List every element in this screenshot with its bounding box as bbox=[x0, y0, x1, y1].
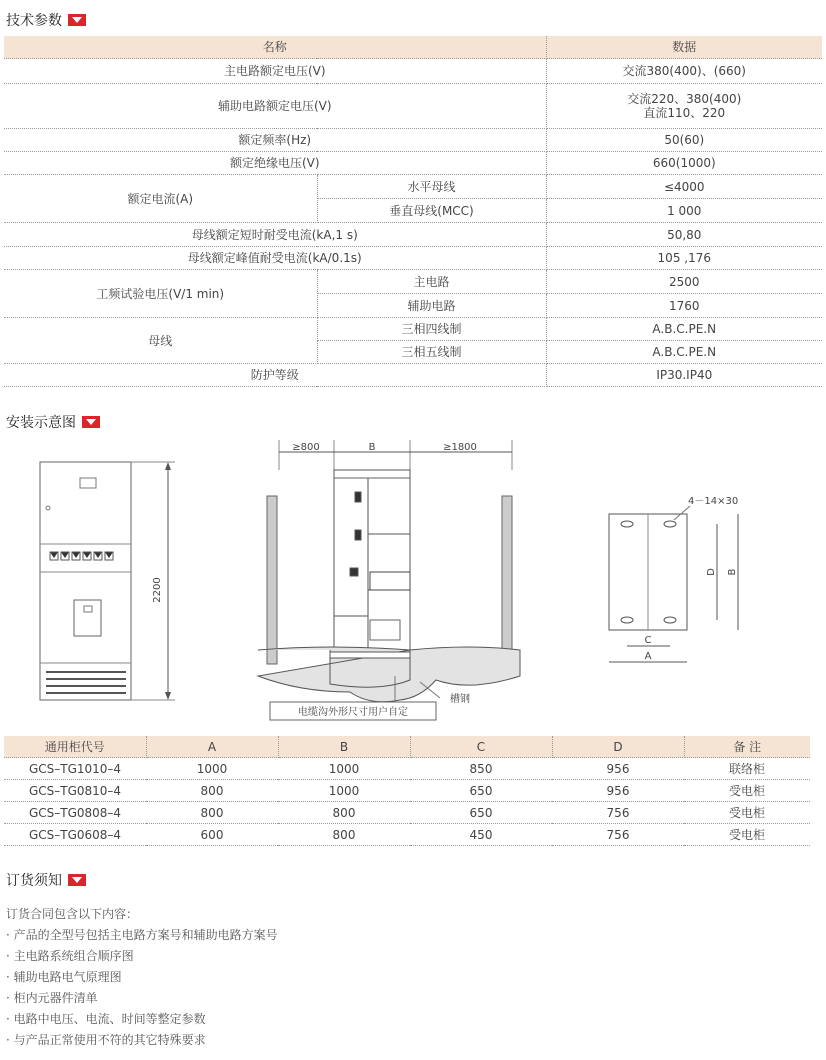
table-cell: 800 bbox=[146, 802, 278, 824]
install-section-title bbox=[6, 412, 100, 432]
table-row bbox=[4, 59, 822, 84]
dropdown-triangle-icon[interactable] bbox=[82, 416, 100, 428]
tech-section-title bbox=[6, 10, 86, 30]
value-line: 直流110、220 bbox=[643, 106, 726, 120]
table-cell: 800 bbox=[146, 780, 278, 802]
table-row bbox=[4, 129, 822, 152]
row-subname: 垂直母线(MCC) bbox=[317, 199, 546, 223]
dim-b-label: B bbox=[727, 568, 738, 576]
table-cell: 受电柜 bbox=[684, 780, 810, 802]
table-cell: GCS–TG0808–4 bbox=[4, 802, 146, 824]
cabinet-front-view bbox=[40, 462, 175, 700]
header-name: 名称 bbox=[4, 36, 546, 59]
row-value: 交流380(400)、(660) bbox=[546, 59, 822, 84]
row-name: 额定绝缘电压(V) bbox=[4, 152, 546, 175]
list-item: · 电路中电压、电流、时间等整定参数 bbox=[6, 1012, 206, 1026]
row-value: 2500 bbox=[546, 270, 822, 294]
row-name: 工频试验电压(V/1 min) bbox=[4, 270, 317, 318]
table-cell: 1000 bbox=[278, 780, 410, 802]
table-row bbox=[4, 84, 822, 129]
table-row bbox=[4, 780, 810, 802]
row-name: 额定频率(Hz) bbox=[4, 129, 546, 152]
height-label: 2200 bbox=[152, 577, 163, 603]
spec-table bbox=[4, 36, 822, 387]
row-subname: 水平母线 bbox=[317, 175, 546, 199]
row-value: A.B.C.PE.N bbox=[546, 341, 822, 364]
table-row bbox=[4, 824, 810, 846]
table-cell: 756 bbox=[552, 824, 684, 846]
row-subname: 三相四线制 bbox=[317, 318, 546, 341]
row-value: 660(1000) bbox=[546, 152, 822, 175]
table-cell: 受电柜 bbox=[684, 824, 810, 846]
table-row bbox=[4, 318, 822, 341]
dropdown-triangle-icon[interactable] bbox=[68, 14, 86, 26]
right-gap-label: ≥1800 bbox=[443, 442, 477, 453]
row-subname: 三相五线制 bbox=[317, 341, 546, 364]
table-cell: 1000 bbox=[146, 758, 278, 780]
table-cell: GCS–TG0608–4 bbox=[4, 824, 146, 846]
table-cell: GCS–TG1010–4 bbox=[4, 758, 146, 780]
row-value: 50(60) bbox=[546, 129, 822, 152]
row-name: 母线 bbox=[4, 318, 317, 364]
table-cell: 956 bbox=[552, 780, 684, 802]
table-cell: 1000 bbox=[278, 758, 410, 780]
table-cell: 756 bbox=[552, 802, 684, 824]
table-row bbox=[4, 270, 822, 294]
table-row bbox=[4, 364, 822, 387]
dim-c-label: C bbox=[644, 635, 652, 646]
table-cell: 850 bbox=[410, 758, 552, 780]
row-value: 50,80 bbox=[546, 223, 822, 247]
row-name: 主电路额定电压(V) bbox=[4, 59, 546, 84]
left-gap-label: ≥800 bbox=[292, 442, 320, 453]
cabinet-side-view bbox=[258, 440, 520, 720]
table-row bbox=[4, 152, 822, 175]
col-header: B bbox=[278, 736, 410, 758]
dimension-table-header bbox=[4, 736, 810, 758]
row-name: 母线额定峰值耐受电流(kA/0.1s) bbox=[4, 247, 546, 270]
order-intro: 订货合同包含以下内容： bbox=[6, 907, 139, 921]
row-name: 母线额定短时耐受电流(kA,1 s) bbox=[4, 223, 546, 247]
row-value: 1 000 bbox=[546, 199, 822, 223]
table-cell: 800 bbox=[278, 824, 410, 846]
table-cell: 650 bbox=[410, 802, 552, 824]
list-item: · 主电路系统组合顺序图 bbox=[6, 949, 134, 963]
table-cell: GCS–TG0810–4 bbox=[4, 780, 146, 802]
table-row bbox=[4, 175, 822, 199]
cabinet-base-view bbox=[609, 496, 738, 662]
row-subname: 主电路 bbox=[317, 270, 546, 294]
table-cell: 600 bbox=[146, 824, 278, 846]
trench-label: 电缆沟外形尺寸用户自定 bbox=[298, 707, 408, 718]
row-name: 额定电流(A) bbox=[4, 175, 317, 223]
list-item: · 与产品正常使用不符的其它特殊要求 bbox=[6, 1033, 206, 1047]
installation-diagram bbox=[0, 430, 826, 730]
width-b-label: B bbox=[368, 442, 376, 453]
row-value: A.B.C.PE.N bbox=[546, 318, 822, 341]
row-value: 105 ,176 bbox=[546, 247, 822, 270]
section-title-text: 技术参数 bbox=[6, 13, 62, 29]
col-header: 通用柜代号 bbox=[4, 736, 146, 758]
table-row bbox=[4, 758, 810, 780]
dropdown-triangle-icon[interactable] bbox=[68, 874, 86, 886]
channel-label: 槽钢 bbox=[450, 694, 470, 705]
table-row bbox=[4, 247, 822, 270]
list-item: · 辅助电路电气原理图 bbox=[6, 970, 122, 984]
header-value: 数据 bbox=[546, 36, 822, 59]
value-line: 交流220、380(400) bbox=[627, 92, 742, 106]
order-section-title bbox=[6, 870, 86, 890]
spec-table-header bbox=[4, 36, 822, 59]
col-header: D bbox=[552, 736, 684, 758]
table-row bbox=[4, 802, 810, 824]
table-cell: 联络柜 bbox=[684, 758, 810, 780]
section-title-text: 安装示意图 bbox=[6, 415, 76, 431]
table-cell: 450 bbox=[410, 824, 552, 846]
section-title-text: 订货须知 bbox=[6, 873, 62, 889]
list-item: · 柜内元器件清单 bbox=[6, 991, 98, 1005]
col-header: 备 注 bbox=[684, 736, 810, 758]
table-cell: 956 bbox=[552, 758, 684, 780]
row-value: IP30.IP40 bbox=[546, 364, 822, 387]
table-cell: 650 bbox=[410, 780, 552, 802]
row-subname: 辅助电路 bbox=[317, 294, 546, 318]
dim-d-label: D bbox=[706, 568, 717, 576]
row-value bbox=[546, 84, 822, 129]
row-value: ≤4000 bbox=[546, 175, 822, 199]
hole-label: 4－14×30 bbox=[688, 496, 739, 507]
row-value: 1760 bbox=[546, 294, 822, 318]
dimension-table bbox=[4, 736, 810, 846]
order-notes bbox=[6, 904, 278, 1051]
col-header: A bbox=[146, 736, 278, 758]
table-cell: 受电柜 bbox=[684, 802, 810, 824]
row-name: 防护等级 bbox=[4, 364, 546, 387]
col-header: C bbox=[410, 736, 552, 758]
row-name: 辅助电路额定电压(V) bbox=[4, 84, 546, 129]
dim-a-label: A bbox=[644, 651, 652, 662]
list-item: · 产品的全型号包括主电路方案号和辅助电路方案号 bbox=[6, 928, 278, 942]
table-row bbox=[4, 223, 822, 247]
table-cell: 800 bbox=[278, 802, 410, 824]
